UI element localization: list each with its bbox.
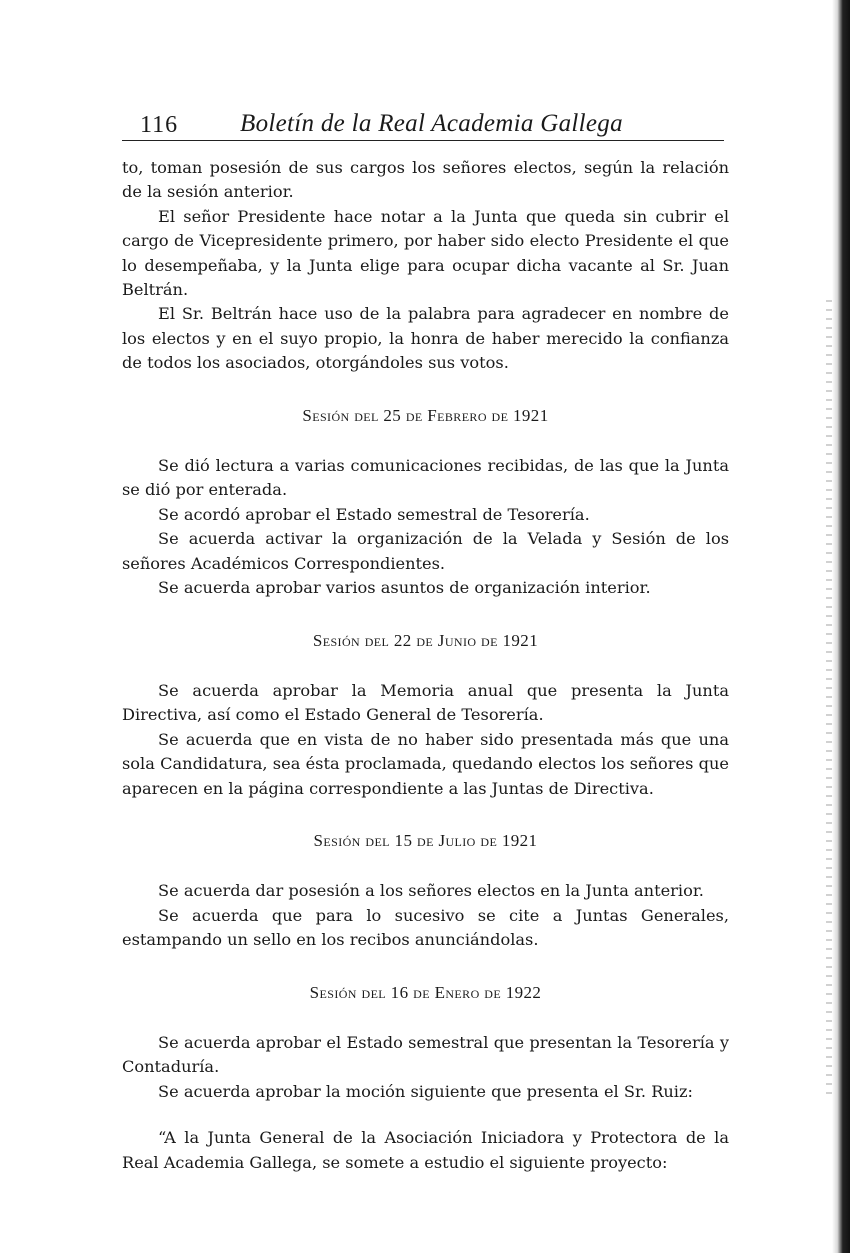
paragraph: Se acuerda aprobar varios asuntos de organización interior. <box>158 578 651 598</box>
scan-border-edge <box>832 0 850 1253</box>
paragraph: Se acuerda aprobar la Memoria anual que presenta la Junta Directiva, así como el Estado General de Tesorería. <box>122 680 729 725</box>
paragraph: El señor Presidente hace notar a la Junta que queda sin cubrir el cargo de Vicepresidente primero, por haber sido electo Presidente el que lo desempeñaba, y la Junta elige para ocupar dicha vacante al Sr. Juan Beltrán. <box>122 206 729 300</box>
paragraph: Se acordó aprobar el Estado semestral de Tesorería. <box>158 504 590 524</box>
session-heading: Sesión del 15 de Julio de 1921 <box>313 830 538 850</box>
session-heading: Sesión del 16 de Enero de 1922 <box>309 982 542 1002</box>
page-number: 116 <box>140 112 179 138</box>
page-header <box>122 106 724 141</box>
body-text <box>122 156 729 1175</box>
paragraph: El Sr. Beltrán hace uso de la palabra para agradecer en nombre de los electos y en el suyo propio, la honra de haber merecido la confianza de todos los asociados, otorgándoles sus votos. <box>122 304 729 373</box>
paragraph: Se acuerda que en vista de no haber sido presentada más que una sola Candidatura, sea ésta proclamada, quedando electos los señores que aparecen en la página correspondiente a las Juntas de Directiva. <box>122 729 729 798</box>
paragraph: Se acuerda aprobar la moción siguiente que presenta el Sr. Ruiz: <box>158 1081 693 1101</box>
paragraph: Se acuerda aprobar el Estado semestral que presentan la Tesorería y Contaduría. <box>122 1032 729 1077</box>
quoted-motion: “A la Junta General de la Asociación Iniciadora y Protectora de la Real Academia Gallega, se somete a estudio el siguiente proyecto: <box>122 1128 729 1172</box>
paragraph: Se dió lectura a varias comunicaciones recibidas, de las que la Junta se dió por enterada. <box>122 456 729 500</box>
paragraph: Se acuerda que para lo sucesivo se cite a Juntas Generales, estampando un sello en los recibos anunciándolas. <box>122 905 729 950</box>
session-heading: Sesión del 25 de Febrero de 1921 <box>302 405 549 425</box>
paragraph-continuation: to, toman posesión de sus cargos los señores electos, según la relación de la sesión anterior. <box>122 158 729 202</box>
paragraph: Se acuerda activar la organización de la Velada y Sesión de los señores Académicos Correspondientes. <box>122 529 729 573</box>
paragraph: Se acuerda dar posesión a los señores electos en la Junta anterior. <box>158 881 704 901</box>
session-heading: Sesión del 22 de Junio de 1921 <box>312 630 539 650</box>
running-title: Boletín de la Real Academia Gallega <box>240 110 623 137</box>
